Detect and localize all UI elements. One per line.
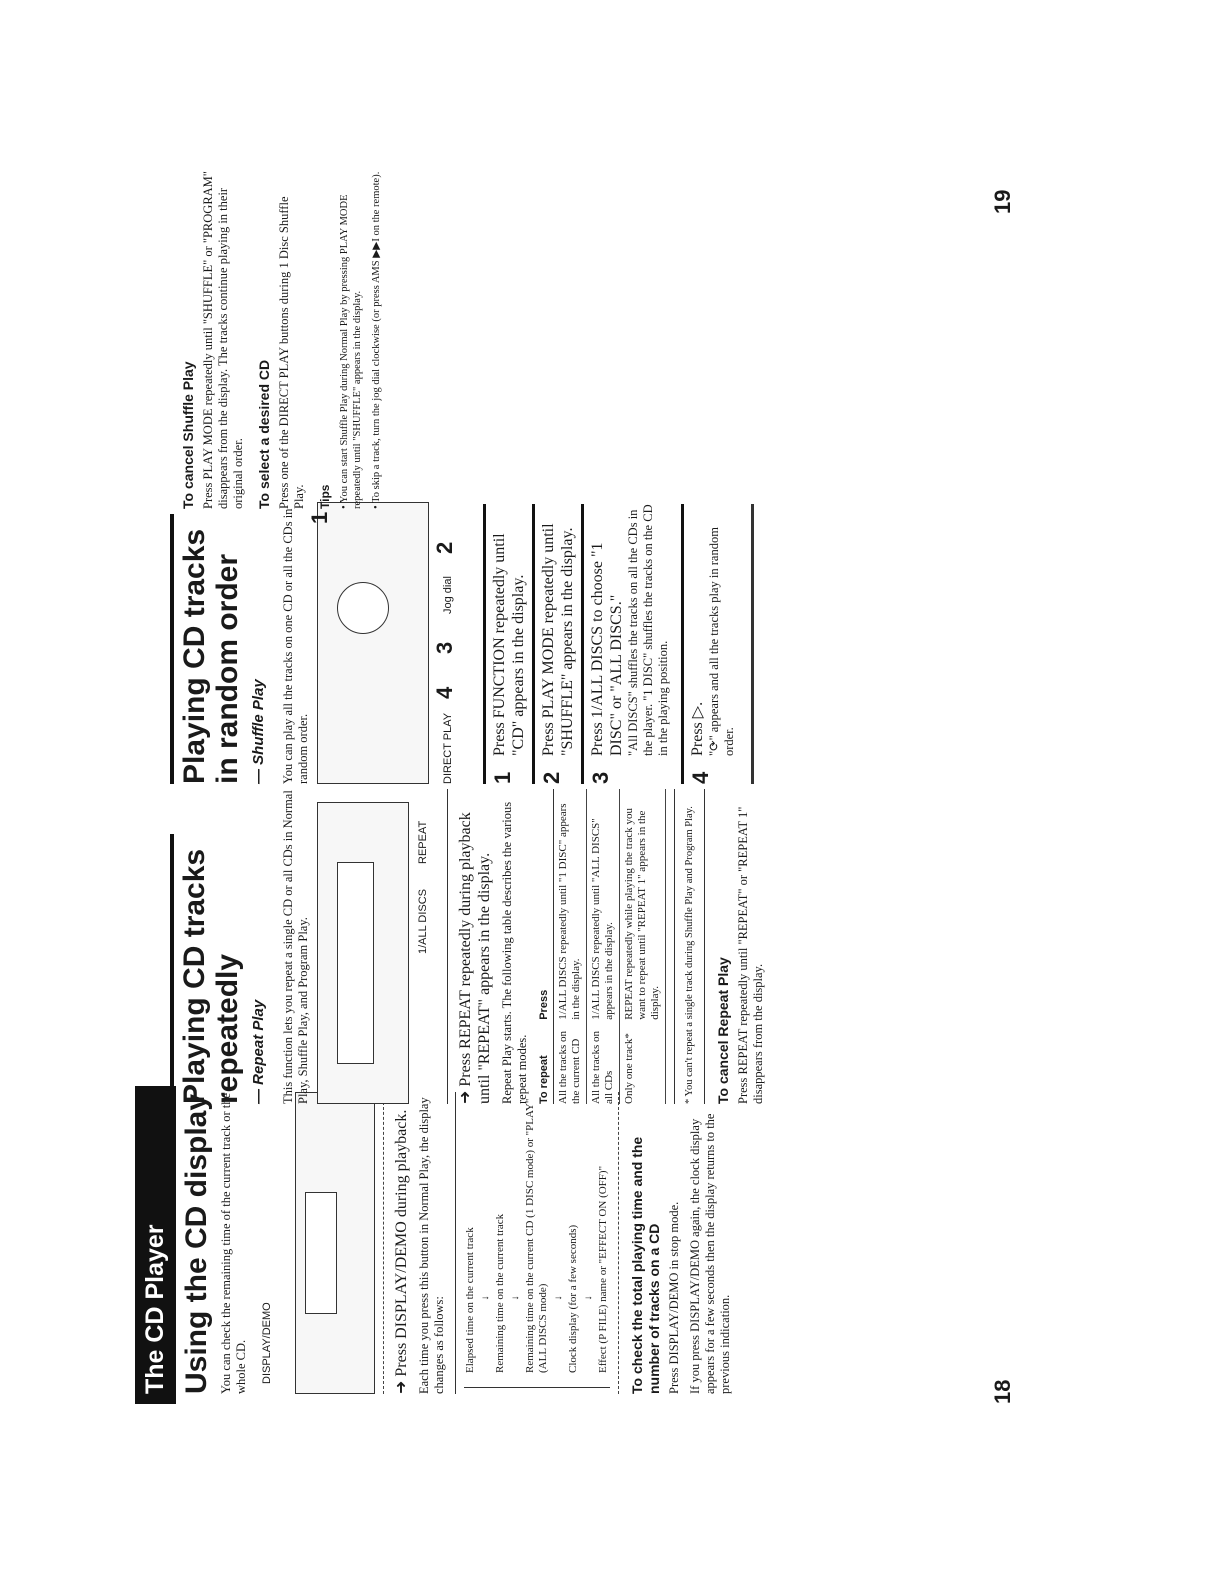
flow-item: Remaining time on the current track xyxy=(494,1213,506,1373)
table-header-row xyxy=(536,789,554,1104)
cancel-shuffle-text: Press PLAY MODE repeatedly until "SHUFFLE" or "PROGRAM" disappears from the display. The tracks continue playing in their original order. xyxy=(201,171,245,509)
step-number: 1 xyxy=(490,771,515,784)
display-demo-diagram xyxy=(255,1092,375,1394)
flow-item: Clock display (for a few seconds) xyxy=(567,1224,579,1373)
repeat-modes-table xyxy=(536,789,666,1104)
jog-dial-label: Jog dial xyxy=(442,576,454,614)
table-row xyxy=(620,789,666,1104)
shuffle-step-3 xyxy=(581,504,677,784)
total-time-text-2: If you press DISPLAY/DEMO again, the clock display appears for a few seconds then the display returns to the previous indication. xyxy=(688,1113,732,1394)
table-cell: Only one track* xyxy=(620,1020,666,1104)
repeat-column xyxy=(170,789,772,1104)
table-cell: REPEAT repeatedly while playing the track you want to repeat until "REPEAT 1" appears in the display. xyxy=(620,789,666,1020)
stereo-system-illustration xyxy=(317,502,429,784)
tips-heading: Tips xyxy=(318,484,332,509)
total-time-text-1: Press DISPLAY/DEMO in stop mode. xyxy=(667,1201,681,1394)
tip-item: • You can start Shuffle Play during Normal Play by pressing PLAY MODE repeatedly until "SHUFFLE" appears in the display. xyxy=(339,194,363,509)
shuffle-column xyxy=(170,504,762,784)
flow-item: Remaining time on the current CD (1 DISC mode) or "PLAY" (ALL DISCS mode) xyxy=(524,1098,549,1373)
cd-display-intro: You can check the remaining time of the current track or the whole CD. xyxy=(219,1092,248,1394)
table-header: Press xyxy=(536,789,554,1020)
total-time-heading: To check the total playing time and the number of tracks on a CD xyxy=(629,1136,662,1394)
direct-play-label: DIRECT PLAY xyxy=(442,712,454,784)
repeat-step: ➜ Press REPEAT repeatedly during playback until "REPEAT" appears in the display. xyxy=(457,812,493,1104)
table-row xyxy=(587,789,620,1104)
repeat-subtitle: — Repeat Play xyxy=(250,999,267,1104)
step-note: "⟳" appears and all the tracks play in random order. xyxy=(707,527,736,756)
flow-arrow: ↓ xyxy=(480,1295,491,1301)
select-cd-heading: To select a desired CD xyxy=(256,359,272,509)
repeat-step-text: Press REPEAT repeatedly during playback until "REPEAT" appears in the display. xyxy=(457,812,493,1104)
shuffle-diagram xyxy=(307,504,477,784)
callout-1: 1 xyxy=(307,511,332,524)
page-number-left: 18 xyxy=(990,1379,1015,1404)
flow-arrow: ↓ xyxy=(510,1295,521,1301)
divider xyxy=(704,789,705,1104)
repeat-step-note: Repeat Play starts. The following table describes the various repeat modes. xyxy=(500,801,529,1104)
repeat-title: Playing CD tracks repeatedly xyxy=(178,848,244,1104)
divider xyxy=(674,789,675,1104)
display-step-note: Each time you press this button in Normal Play, the display changes as follows: xyxy=(417,1097,446,1394)
cancel-repeat-text: Press REPEAT repeatedly until "REPEAT" or "REPEAT 1" disappears from the display. xyxy=(736,806,765,1104)
table-cell: All the tracks on all CDs xyxy=(587,1020,620,1104)
cd-display-column xyxy=(135,1092,739,1394)
shuffle-step-2 xyxy=(532,504,577,784)
tip-item: • To skip a track, turn the jog dial clockwise (or press AMS ▶▶I on the remote). xyxy=(371,171,382,509)
repeat-footnote: * You can't repeat a single track during Shuffle Play and Program Play. xyxy=(684,806,695,1104)
callout-3: 3 xyxy=(432,641,457,654)
repeat-intro: This function lets you repeat a single CD or all CDs in Normal Play, Shuffle Play, and Program Play. xyxy=(281,790,310,1104)
page-number-right: 19 xyxy=(990,189,1015,214)
divider xyxy=(618,1092,619,1394)
flow-item: Elapsed time on the current track xyxy=(464,1227,476,1373)
shuffle-subtitle: — Shuffle Play xyxy=(250,679,267,784)
all-discs-label: 1/ALL DISCS xyxy=(417,888,429,954)
cancel-shuffle-heading: To cancel Shuffle Play xyxy=(180,361,196,509)
repeat-label: REPEAT xyxy=(417,820,429,864)
jog-dial-illustration xyxy=(337,582,389,634)
step-text: Press PLAY MODE repeatedly until "SHUFFLE" appears in the display. xyxy=(540,523,576,756)
step-text: Press FUNCTION repeatedly until "CD" appears in the display. xyxy=(491,533,527,756)
step-text: Press ▷. xyxy=(689,701,706,756)
divider xyxy=(447,789,448,1104)
step-number: 4 xyxy=(688,771,713,784)
step-number: 3 xyxy=(588,771,613,784)
callout-2: 2 xyxy=(432,541,457,554)
cd-display-title: Using the CD display xyxy=(180,1093,213,1394)
display-demo-label: DISPLAY/DEMO xyxy=(261,1302,273,1384)
display-step: ➜ Press DISPLAY/DEMO during playback. xyxy=(393,1109,410,1394)
table-cell: 1/ALL DISCS repeatedly until "1 DISC" appears in the display. xyxy=(554,789,587,1020)
shuffle-notes-column xyxy=(170,169,389,509)
shuffle-title: Playing CD tracks in random order xyxy=(178,528,244,784)
select-cd-text: Press one of the DIRECT PLAY buttons during 1 Disc Shuffle Play. xyxy=(277,196,306,509)
shuffle-step-1 xyxy=(483,504,528,784)
table-row xyxy=(554,789,587,1104)
display-flow xyxy=(464,1092,610,1388)
step-text: Press 1/ALL DISCS to choose "1 DISC" or "ALL DISCS." xyxy=(589,542,625,756)
table-cell: 1/ALL DISCS repeatedly until "ALL DISCS" appears in the display. xyxy=(587,789,620,1020)
cancel-repeat-heading: To cancel Repeat Play xyxy=(715,957,731,1104)
step-number: 2 xyxy=(539,771,564,784)
step-note: "All DISCS" shuffles the tracks on all the CDs in the player. "1 DISC" shuffles the tracks on the CD in the playing position. xyxy=(626,504,670,756)
flow-item: Effect (P FILE) name or "EFFECT ON (OFF)" xyxy=(597,1165,609,1373)
table-cell: All the tracks on the current CD xyxy=(554,1020,587,1104)
flow-arrow: ↓ xyxy=(553,1295,564,1301)
table-header: To repeat xyxy=(536,1020,554,1104)
flow-arrow: ↓ xyxy=(583,1295,594,1301)
section-label: The CD Player xyxy=(135,1086,176,1404)
display-step-text: Press DISPLAY/DEMO during playback. xyxy=(393,1109,410,1377)
divider xyxy=(383,1092,384,1394)
title-rule xyxy=(170,514,174,784)
divider xyxy=(751,504,754,784)
shuffle-intro: You can play all the tracks on one CD or all the CDs in random order. xyxy=(281,508,310,784)
callout-4: 4 xyxy=(432,686,457,699)
repeat-diagram xyxy=(317,789,439,1104)
divider xyxy=(455,1092,456,1394)
disc-tray-illustration xyxy=(337,862,374,1064)
title-rule xyxy=(170,834,174,1104)
display-window-illustration xyxy=(305,1192,337,1314)
shuffle-step-4 xyxy=(681,504,743,784)
